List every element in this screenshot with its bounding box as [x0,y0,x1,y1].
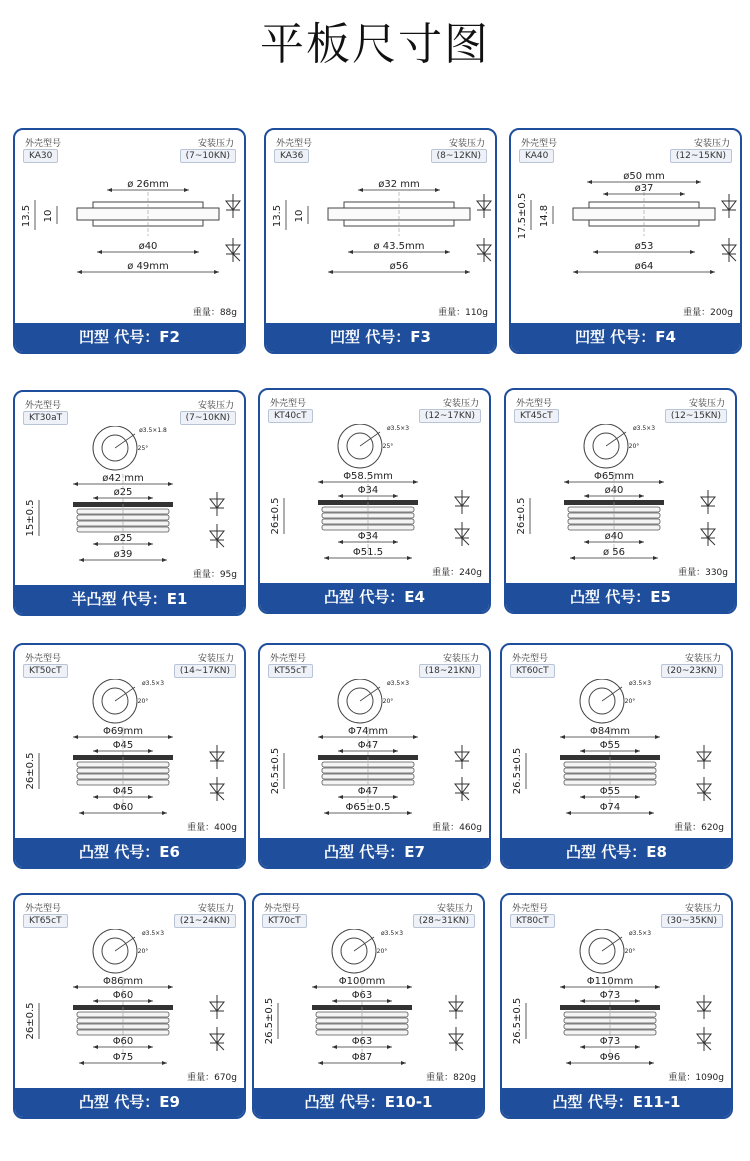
package-card-kt65ct [13,893,246,1119]
case-model-label: 外壳型号 [270,654,307,664]
weight-label: 重量： [187,1073,215,1083]
hole-label: ø3.5×3 [628,930,652,937]
hole-label: ø3.5×3 [380,930,404,937]
gate-lead [360,687,380,701]
mount-pressure-label: 安装压力 [442,654,479,664]
case-model-label: 外壳型号 [25,401,62,411]
angle-label: 20° [624,698,636,705]
case-model-value: KT60cT [510,664,555,678]
gate-lead [115,434,135,448]
mount-pressure-value: (30~35KN) [661,914,723,928]
weight [668,1070,724,1083]
diode-symbol [477,194,491,218]
weight-value: 400g [214,823,237,833]
mount-pressure-value: (7~10KN) [180,411,236,425]
outline-drawing [260,679,489,829]
dim-bot-label: ø56 [389,261,409,272]
height-inner-label: 10 [43,209,54,223]
case-model-label: 外壳型号 [264,904,301,914]
mount-pressure-value: (7~10KN) [180,149,236,163]
height-label: 26±0.5 [25,1002,36,1040]
dim-outer-top-label: ø50 mm [623,171,665,182]
weight [432,565,482,578]
thyristor-symbol-gate [217,793,224,800]
mount-pressure-label: 安装压力 [436,904,473,914]
mount-pressure-value: (14~17KN) [174,664,236,678]
weight-value: 330g [705,568,728,578]
mount-pressure-label: 安装压力 [448,139,485,149]
package-code-footer: 凸型 代号：E5 [506,583,735,612]
thyristor-symbol-gate [456,1043,463,1050]
weight-value: 670g [214,1073,237,1083]
weight-label: 重量： [438,308,466,318]
dim-outer-label: Φ100mm [338,976,386,987]
mount-pressure-value: (18~21KN) [419,664,481,678]
diode-symbol [210,745,224,769]
outline-drawing [15,426,244,576]
dim-bot-label: ø 49mm [127,261,169,272]
weight-label: 重量： [426,1073,454,1083]
dim-top-pole-label: ø25 [113,487,133,498]
dim-top-pole-label: Φ73 [599,990,621,1001]
mount-pressure-value: (21~24KN) [174,914,236,928]
weight [426,1070,476,1083]
package-card-kt45ct [504,388,737,614]
case-model-label: 外壳型号 [276,139,313,149]
dim-base-label: ø 56 [602,547,626,558]
weight-label: 重量： [432,823,460,833]
dim-outer-label: Φ74mm [347,726,389,737]
outline-drawing [266,164,495,314]
dim-top-label: ø32 mm [378,179,420,190]
diode-symbol [722,194,736,218]
dim-top-pole-label: Φ45 [112,740,134,751]
case-model-label: 外壳型号 [270,399,307,409]
angle-label: 20° [382,698,394,705]
weight-value: 110g [465,308,488,318]
case-model-value: KT45cT [514,409,559,423]
package-card-kt30at [13,390,246,616]
weight [193,567,237,580]
case-model-label: 外壳型号 [521,139,558,149]
weight [187,820,237,833]
outline-drawing [506,424,735,574]
height-label: 26.5±0.5 [512,997,523,1045]
case-model-value: KA36 [274,149,309,163]
weight [187,1070,237,1083]
package-card-kt55ct [258,643,491,869]
dim-outer-label: Φ84mm [589,726,631,737]
case-model-value: KT40cT [268,409,313,423]
outline-drawing [15,679,244,829]
dim-bottom-pole-label: Φ73 [599,1036,621,1047]
dim-bottom-pole-label: ø25 [113,533,133,544]
dim-top-pole-label: Φ47 [357,740,379,751]
thyristor-symbol-gate [708,538,715,545]
mount-pressure-label: 安装压力 [197,654,234,664]
weight-value: 460g [459,823,482,833]
angle-label: 20° [624,948,636,955]
dim-base-label: Φ96 [599,1052,621,1063]
weight-label: 重量： [678,568,706,578]
package-card-ka30 [13,128,246,354]
dim-outer-label: Φ58.5mm [343,471,393,482]
case-model-label: 外壳型号 [25,904,62,914]
package-card-kt70ct [252,893,485,1119]
weight-label: 重量： [674,823,702,833]
hole-label: ø3.5×1.8 [139,427,167,434]
dim-mid-label: ø40 [138,241,158,252]
hole-label: ø3.5×3 [386,680,410,687]
height-label: 26.5±0.5 [512,747,523,795]
hole-label: ø3.5×3 [628,680,652,687]
case-model-value: KT80cT [510,914,555,928]
dim-base-label: Φ87 [351,1052,373,1063]
page-title: 平板尺寸图 [260,19,490,70]
dim-bot-label: ø64 [634,261,654,272]
diode-symbol [701,490,715,514]
mount-pressure-label: 安装压力 [688,399,725,409]
gate-lead [354,937,374,951]
mount-pressure-label: 安装压力 [197,401,234,411]
height-outer-label: 13.5 [21,204,32,228]
package-card-kt40ct [258,388,491,614]
weight-value: 820g [453,1073,476,1083]
outline-drawing [511,164,740,314]
mount-pressure-label: 安装压力 [684,904,721,914]
thyristor-symbol-gate [233,254,240,261]
diode-symbol [226,194,240,218]
mount-pressure-value: (12~17KN) [419,409,481,423]
weight-label: 重量： [432,568,460,578]
dim-base-label: Φ65±0.5 [345,802,391,813]
height-label: 26.5±0.5 [270,747,281,795]
package-code-footer: 凹型 代号：F2 [15,323,244,352]
case-model-value: KT55cT [268,664,313,678]
gate-lead [602,937,622,951]
diode-symbol [210,995,224,1019]
thyristor-symbol-gate [462,793,469,800]
case-model-value: KA30 [23,149,58,163]
weight [683,305,733,318]
case-model-label: 外壳型号 [512,904,549,914]
height-label: 15±0.5 [25,499,36,537]
thyristor-symbol-gate [704,793,711,800]
dim-top-label: ø 26mm [127,179,169,190]
outline-drawing [15,929,244,1079]
dim-bottom-pole-label: Φ45 [112,786,134,797]
dim-base-label: Φ60 [112,802,134,813]
outline-drawing [502,929,731,1079]
gate-lead [115,687,135,701]
diode-symbol [455,745,469,769]
package-code-footer: 凹型 代号：F4 [511,323,740,352]
dim-outer-label: Φ110mm [586,976,634,987]
gate-lead [602,687,622,701]
weight-label: 重量： [683,308,711,318]
angle-label: 25° [382,443,394,450]
dim-mid-label: ø53 [634,241,654,252]
dim-base-label: Φ74 [599,802,621,813]
dim-base-label: Φ51.5 [352,547,384,558]
mount-pressure-value: (12~15KN) [670,149,732,163]
dim-outer-label: Φ69mm [102,726,144,737]
dim-bottom-pole-label: Φ34 [357,531,379,542]
hole-label: ø3.5×3 [141,680,165,687]
package-card-kt80ct [500,893,733,1119]
hole-label: ø3.5×3 [141,930,165,937]
dim-bottom-pole-label: Φ55 [599,786,621,797]
weight-value: 240g [459,568,482,578]
angle-label: 20° [628,443,640,450]
height-inner-label: 10 [294,209,305,223]
dim-bottom-pole-label: ø40 [604,531,624,542]
angle-label: 20° [376,948,388,955]
dim-bottom-pole-label: Φ63 [351,1036,373,1047]
diode-symbol [455,490,469,514]
dim-bottom-pole-label: Φ60 [112,1036,134,1047]
gate-lead [115,937,135,951]
package-card-kt60ct [500,643,733,869]
outline-drawing [502,679,731,829]
weight-label: 重量： [668,1073,696,1083]
case-model-value: KT65cT [23,914,68,928]
case-model-value: KA40 [519,149,554,163]
package-card-ka36 [264,128,497,354]
thyristor-symbol-gate [729,254,736,261]
package-code-footer: 凸型 代号：E7 [260,838,489,867]
outline-drawing [260,424,489,574]
mount-pressure-value: (12~15KN) [665,409,727,423]
weight-label: 重量： [187,823,215,833]
hole-label: ø3.5×3 [632,425,656,432]
thyristor-symbol-gate [484,254,491,261]
case-model-label: 外壳型号 [516,399,553,409]
case-model-value: KT50cT [23,664,68,678]
case-model-value: KT70cT [262,914,307,928]
weight [193,305,237,318]
height-label: 26.5±0.5 [264,997,275,1045]
dim-top-pole-label: Φ60 [112,990,134,1001]
height-label: 26±0.5 [516,497,527,535]
mount-pressure-value: (28~31KN) [413,914,475,928]
mount-pressure-label: 安装压力 [442,399,479,409]
angle-label: 20° [137,948,149,955]
package-code-footer: 凹型 代号：F3 [266,323,495,352]
weight-value: 88g [219,308,237,318]
diode-symbol [210,492,224,516]
package-card-kt50ct [13,643,246,869]
gate-lead [360,432,380,446]
dim-mid-label: ø 43.5mm [373,241,425,252]
dim-top-label: ø37 [634,183,654,194]
weight-value: 620g [701,823,724,833]
dim-top-pole-label: Φ55 [599,740,621,751]
diode-symbol [697,745,711,769]
weight-value: 200g [710,308,733,318]
angle-label: 25° [137,445,149,452]
dim-outer-label: Φ86mm [102,976,144,987]
height-inner-label: 14.8 [539,204,550,228]
dim-outer-label: ø42 mm [102,473,144,484]
height-label: 26±0.5 [25,752,36,790]
dim-top-pole-label: Φ34 [357,485,379,496]
height-outer-label: 17.5±0.5 [517,192,528,240]
case-model-label: 外壳型号 [25,139,62,149]
dim-base-label: Φ75 [112,1052,134,1063]
mount-pressure-value: (20~23KN) [661,664,723,678]
package-code-footer: 半凸型 代号：E1 [15,585,244,614]
package-code-footer: 凸型 代号：E11-1 [502,1088,731,1117]
thyristor-symbol-gate [704,1043,711,1050]
weight [438,305,488,318]
diode-symbol [697,995,711,1019]
outline-drawing [254,929,483,1079]
gate-lead [606,432,626,446]
package-code-footer: 凸型 代号：E10-1 [254,1088,483,1117]
case-model-value: KT30aT [23,411,68,425]
dim-outer-label: Φ65mm [593,471,635,482]
case-model-label: 外壳型号 [25,654,62,664]
package-code-footer: 凸型 代号：E8 [502,838,731,867]
hole-label: ø3.5×3 [386,425,410,432]
package-code-footer: 凸型 代号：E4 [260,583,489,612]
weight [432,820,482,833]
height-outer-label: 13.5 [272,204,283,228]
mount-pressure-value: (8~12KN) [431,149,487,163]
mount-pressure-label: 安装压力 [684,654,721,664]
dim-top-pole-label: ø40 [604,485,624,496]
dim-bottom-pole-label: Φ47 [357,786,379,797]
thyristor-symbol-gate [217,540,224,547]
weight [678,565,728,578]
mount-pressure-label: 安装压力 [693,139,730,149]
dim-top-pole-label: Φ63 [351,990,373,1001]
angle-label: 20° [137,698,149,705]
mount-pressure-label: 安装压力 [197,904,234,914]
mount-pressure-label: 安装压力 [197,139,234,149]
thyristor-symbol-gate [462,538,469,545]
weight-label: 重量： [192,570,220,580]
weight-value: 95g [219,570,237,580]
weight-value: 1090g [695,1073,724,1083]
case-model-label: 外壳型号 [512,654,549,664]
height-label: 26±0.5 [270,497,281,535]
package-card-ka40 [509,128,742,354]
package-code-footer: 凸型 代号：E9 [15,1088,244,1117]
thyristor-symbol-gate [217,1043,224,1050]
diode-symbol [449,995,463,1019]
dim-base-label: ø39 [113,549,133,560]
weight [674,820,724,833]
outline-drawing [15,164,244,314]
package-code-footer: 凸型 代号：E6 [15,838,244,867]
weight-label: 重量： [192,308,220,318]
